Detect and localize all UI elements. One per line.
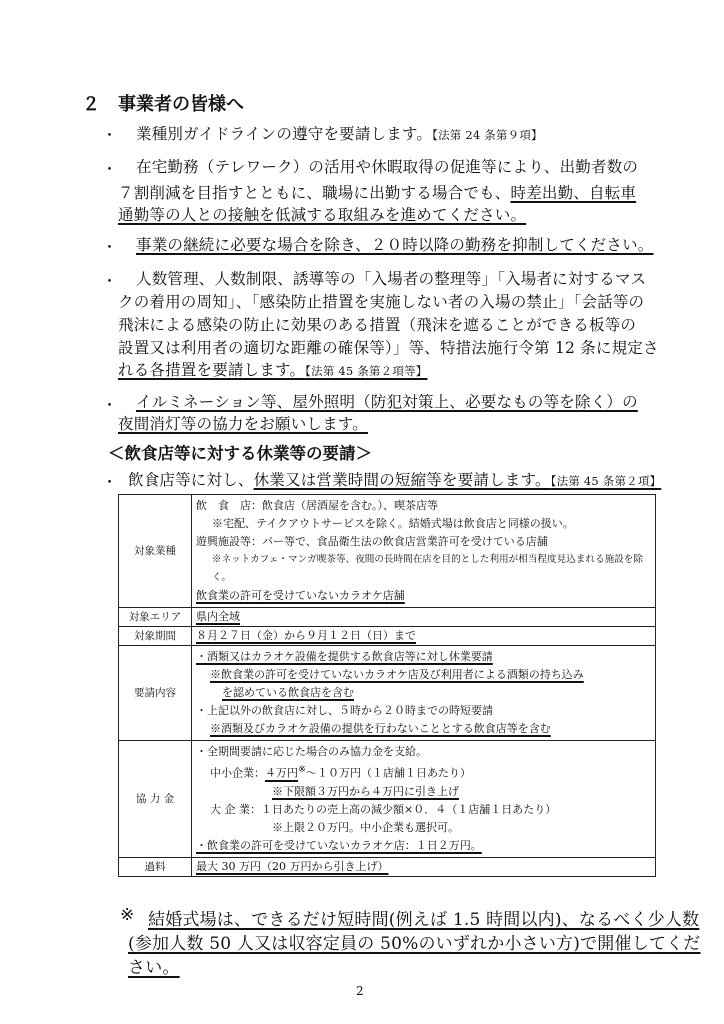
item-2-line-1: 在宅勤務（テレワーク）の活用や休暇取得の促進等により、出勤者数の — [136, 158, 639, 176]
request-note-1b: を認めている飲食店を含む — [222, 686, 354, 699]
subsidy-large: 大 企 業：１日あたりの売上高の減少額×０．４（１店舗１日あたり） — [210, 802, 557, 816]
row-content-request — [192, 646, 656, 741]
item-2-line-2: ７割削減を目指すとともに、職場に出勤する場合でも、時差出勤、自転車 — [118, 184, 637, 202]
note-mark: ※ — [120, 905, 135, 925]
bullet-1: ・ — [102, 126, 118, 144]
table-row-request — [119, 646, 656, 741]
row-label-subsidy: 協 力 金 — [119, 741, 192, 858]
table-row-industries — [119, 495, 656, 608]
item-1-reference: 【法第 24 条第９項】 — [432, 128, 543, 142]
item-1-line-1: 業種別ガイドラインの遵守を要請します。【法第 24 条第９項】 — [136, 125, 543, 143]
note-line-3: さい。 — [128, 958, 180, 978]
item-5-line-2: 夜間消灯等の協力をお願いします。 — [118, 415, 368, 433]
subsidy-intro: ・全期間要請に応じた場合のみ協力金を支給。 — [196, 745, 427, 758]
subsidy-sme: 中小企業：４万円※～１０万円（１店舗１日あたり） — [210, 764, 472, 780]
item-4-line-1: 人数管理、人数制限、誘導等の「入場者の整理等」「入場者に対するマス — [136, 270, 647, 288]
item-5-line-1: イルミネーション等、屋外照明（防犯対策上、必要なもの等を除く）の — [136, 393, 638, 411]
row-content-subsidy — [192, 741, 656, 858]
bullet-3: ・ — [102, 238, 118, 256]
table-row-area — [119, 608, 656, 627]
period-value: ８月２７日（金）から９月１２日（日）まで — [196, 629, 416, 642]
item-4-reference: 【法第 45 条第２項等】 — [305, 364, 428, 378]
note-line-1: 結婚式場は、できるだけ短時間(例えば 1.5 時間以内)、なるべく少人数 — [148, 910, 700, 930]
item-4-line-3: 飛沫による感染の防止に効果のある措置（飛沫を遮ることができる板等の — [118, 316, 637, 334]
restaurant-section-title: ＜飲食店等に対する休業等の要請＞ — [108, 444, 372, 463]
section-intro: 飲食店等に対し、休業又は営業時間の短縮等を要請します。【法第 45 条第２項】 — [128, 471, 662, 489]
request-note-2: ※酒類及びカラオケ設備の提供を行わないこととする飲食店等を含む — [210, 722, 551, 735]
industries-note-1: ※宅配、テイクアウトサービスを除く。結婚式場は飲食店と同様の扱い。 — [212, 517, 574, 530]
item-4-line-4: 設置又は利用者の適切な距離の確保等）」等、特措法施行令第 12 条に規定さ — [118, 339, 659, 357]
restriction-table — [118, 494, 656, 877]
table-row-fine — [119, 857, 656, 876]
page-number: 2 — [356, 984, 364, 998]
subsidy-karaoke: ・飲食業の許可を受けていないカラオケ店：１日２万円。 — [196, 838, 482, 852]
fine-value: 最大 30 万円（20 万円から引き上げ） — [196, 859, 389, 873]
row-content-area — [192, 608, 656, 627]
request-hours: ・上記以外の飲食店に対し、５時から２０時までの時短要請 — [196, 704, 493, 717]
bullet-5: ・ — [102, 396, 118, 414]
industries-note-2: ※ネットカフェ・マンガ喫茶等、夜間の長時間在店を目的とした利用が相当程度見込まれる施設を除く。 — [212, 554, 643, 583]
section-heading: ２ 事業者の皆様へ — [82, 94, 244, 115]
row-content-industries — [192, 495, 656, 608]
area-value: 県内全域 — [196, 610, 240, 623]
request-note-1a: ※飲食業の許可を受けていないカラオケ店及び利用者による酒類の持ち込み — [210, 668, 584, 681]
note-line-2: (参加人数 50 人又は収容定員の 50%のいずれか小さい方)で開催してくだ — [128, 934, 701, 954]
section-intro-reference: 【法第 45 条第２項】 — [550, 474, 662, 488]
row-label-period: 対象期間 — [119, 627, 192, 646]
table-row-subsidy — [119, 741, 656, 858]
industries-karaoke: 飲食業の許可を受けていないカラオケ店舗 — [196, 589, 405, 602]
row-label-request: 要請内容 — [119, 646, 192, 741]
bullet-2: ・ — [102, 160, 118, 178]
item-4-line-2: クの着用の周知」、「感染防止措置を実施しない者の入場の禁止」「会話等の — [118, 293, 645, 311]
item-4-line-5: れる各措置を要請します。【法第 45 条第２項等】 — [118, 361, 428, 379]
subsidy-sme-note: ※下限額３万円から４万円に引き上げ — [272, 784, 459, 798]
request-closure: ・酒類又はカラオケ設備を提供する飲食店等に対し休業要請 — [196, 650, 493, 663]
row-label-area: 対象エリア — [119, 608, 192, 627]
row-label-industries: 対象業種 — [119, 495, 192, 608]
row-content-fine — [192, 857, 656, 876]
row-content-period — [192, 627, 656, 646]
row-label-fine: 過料 — [119, 857, 192, 876]
industries-entertainment: 遊興施設等：バー等で、食品衛生法の飲食店営業許可を受けている店舗 — [196, 535, 548, 548]
industries-restaurants: 飲 食 店：飲食店（居酒屋を含む。）、喫茶店等 — [196, 499, 438, 512]
bullet-4: ・ — [102, 272, 118, 290]
bullet-6: ・ — [102, 473, 118, 491]
table-row-period — [119, 627, 656, 646]
item-3-line-1: 事業の継続に必要な場合を除き、２０時以降の勤務を抑制してください。 — [136, 236, 654, 254]
item-2-line-3: 通勤等の人との接触を低減する取組みを進めてください。 — [118, 206, 527, 224]
subsidy-large-note: ※上限２０万円。中小企業も選択可。 — [272, 820, 459, 834]
